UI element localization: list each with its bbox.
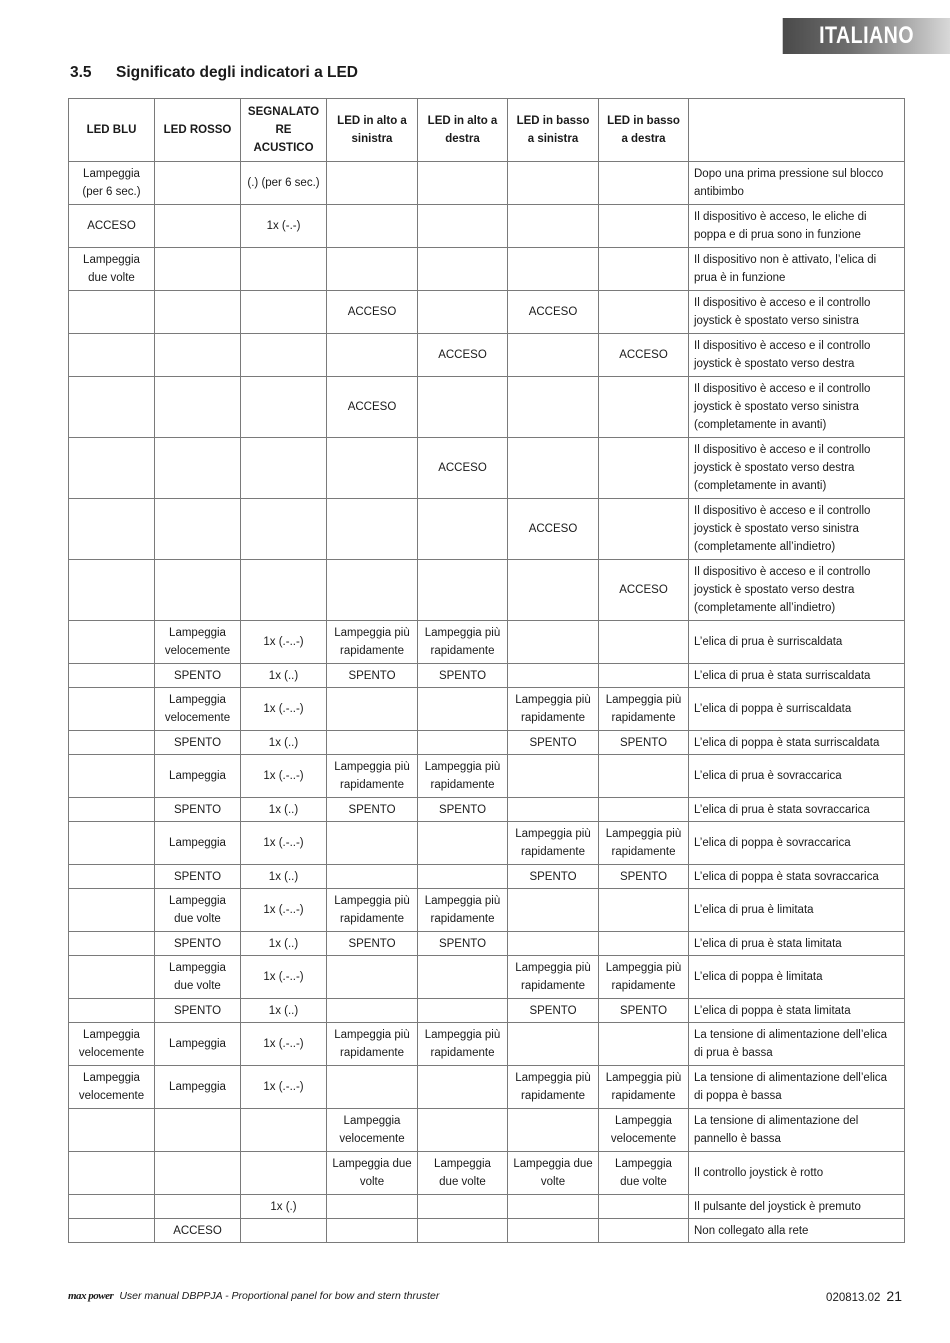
cell-led-basso-sinistra: SPENTO — [508, 865, 599, 889]
cell-segnalatore: 1x (..) — [241, 865, 327, 889]
cell-segnalatore: 1x (.) — [241, 1195, 327, 1219]
cell-led-basso-sinistra — [508, 205, 599, 248]
language-banner: ITALIANO — [783, 18, 950, 54]
cell-description: Il pulsante del joystick è premuto — [689, 1195, 905, 1219]
cell-led-blu — [69, 956, 155, 999]
cell-led-rosso: Lampeggia velocemente — [155, 621, 241, 664]
cell-led-rosso: Lampeggia — [155, 755, 241, 798]
cell-led-basso-sinistra — [508, 1109, 599, 1152]
cell-description: Il dispositivo è acceso, le eliche di poppa e di prua sono in funzione — [689, 205, 905, 248]
table-row — [69, 248, 905, 291]
cell-led-blu — [69, 1109, 155, 1152]
cell-led-basso-destra — [599, 291, 689, 334]
cell-description: L’elica di poppa è limitata — [689, 956, 905, 999]
cell-segnalatore: (.) (per 6 sec.) — [241, 162, 327, 205]
cell-led-basso-sinistra — [508, 798, 599, 822]
cell-led-blu — [69, 560, 155, 621]
cell-led-alto-destra: ACCESO — [418, 438, 508, 499]
cell-led-basso-sinistra — [508, 889, 599, 932]
cell-led-alto-destra — [418, 865, 508, 889]
cell-led-basso-sinistra — [508, 1023, 599, 1066]
cell-led-alto-destra — [418, 731, 508, 755]
cell-led-blu — [69, 499, 155, 560]
cell-led-alto-sinistra — [327, 162, 418, 205]
header-led-alto-sinistra: LED in alto a sinistra — [327, 99, 418, 162]
section-heading — [70, 64, 358, 82]
cell-segnalatore: 1x (..) — [241, 664, 327, 688]
cell-led-basso-sinistra: Lampeggia più rapidamente — [508, 822, 599, 865]
table-row — [69, 377, 905, 438]
cell-segnalatore — [241, 1109, 327, 1152]
cell-led-basso-destra — [599, 755, 689, 798]
cell-led-rosso: Lampeggia due volte — [155, 889, 241, 932]
cell-led-basso-destra — [599, 621, 689, 664]
cell-segnalatore: 1x (.-..-) — [241, 956, 327, 999]
cell-led-alto-sinistra — [327, 438, 418, 499]
cell-segnalatore: 1x (.-..-) — [241, 621, 327, 664]
brand-logo: max power — [68, 1290, 114, 1302]
cell-segnalatore — [241, 438, 327, 499]
cell-led-basso-sinistra — [508, 162, 599, 205]
table-row — [69, 1195, 905, 1219]
cell-segnalatore — [241, 1152, 327, 1195]
section-title: Significato degli indicatori a LED — [116, 64, 358, 81]
cell-description: L’elica di prua è limitata — [689, 889, 905, 932]
cell-description: L’elica di prua è stata sovraccarica — [689, 798, 905, 822]
cell-segnalatore — [241, 248, 327, 291]
cell-segnalatore: 1x (..) — [241, 999, 327, 1023]
table-row — [69, 334, 905, 377]
cell-led-alto-destra: Lampeggia più rapidamente — [418, 1023, 508, 1066]
header-led-basso-destra: LED in basso a destra — [599, 99, 689, 162]
cell-led-rosso — [155, 377, 241, 438]
cell-led-basso-sinistra: Lampeggia più rapidamente — [508, 956, 599, 999]
cell-led-alto-sinistra: SPENTO — [327, 932, 418, 956]
cell-led-basso-sinistra — [508, 438, 599, 499]
cell-led-blu — [69, 1152, 155, 1195]
cell-led-basso-sinistra: ACCESO — [508, 499, 599, 560]
cell-led-basso-sinistra — [508, 621, 599, 664]
cell-description: L’elica di poppa è stata sovraccarica — [689, 865, 905, 889]
cell-description: Non collegato alla rete — [689, 1219, 905, 1243]
cell-led-basso-destra: SPENTO — [599, 731, 689, 755]
cell-description: L’elica di poppa è stata surriscaldata — [689, 731, 905, 755]
cell-led-blu — [69, 621, 155, 664]
cell-led-rosso: SPENTO — [155, 865, 241, 889]
table-row — [69, 1023, 905, 1066]
cell-led-basso-sinistra — [508, 1219, 599, 1243]
cell-led-alto-sinistra — [327, 731, 418, 755]
cell-led-alto-destra — [418, 377, 508, 438]
cell-led-rosso — [155, 291, 241, 334]
cell-led-blu: ACCESO — [69, 205, 155, 248]
cell-led-alto-destra: Lampeggia più rapidamente — [418, 621, 508, 664]
cell-description: Il dispositivo è acceso e il controllo joystick è spostato verso destra (completamente in avanti) — [689, 438, 905, 499]
cell-led-basso-sinistra — [508, 560, 599, 621]
cell-led-alto-sinistra: Lampeggia velocemente — [327, 1109, 418, 1152]
cell-led-rosso: SPENTO — [155, 731, 241, 755]
cell-led-basso-destra — [599, 499, 689, 560]
cell-segnalatore — [241, 291, 327, 334]
footer-right — [826, 1288, 902, 1304]
cell-led-rosso — [155, 438, 241, 499]
cell-description: L’elica di poppa è sovraccarica — [689, 822, 905, 865]
cell-led-basso-sinistra — [508, 377, 599, 438]
cell-led-alto-destra: SPENTO — [418, 798, 508, 822]
cell-led-basso-destra — [599, 798, 689, 822]
cell-led-alto-destra — [418, 1195, 508, 1219]
cell-led-alto-destra — [418, 999, 508, 1023]
cell-led-alto-destra — [418, 1066, 508, 1109]
header-led-basso-sinistra: LED in basso a sinistra — [508, 99, 599, 162]
cell-description: Il dispositivo è acceso e il controllo joystick è spostato verso destra — [689, 334, 905, 377]
cell-led-basso-sinistra: SPENTO — [508, 999, 599, 1023]
cell-led-alto-destra — [418, 1219, 508, 1243]
manual-title: User manual DBPPJA - Proportional panel for bow and stern thruster — [119, 1290, 440, 1302]
cell-led-alto-destra — [418, 822, 508, 865]
table-row — [69, 865, 905, 889]
cell-led-basso-sinistra — [508, 248, 599, 291]
cell-led-alto-destra: ACCESO — [418, 334, 508, 377]
cell-led-basso-sinistra: Lampeggia due volte — [508, 1152, 599, 1195]
table-row — [69, 1109, 905, 1152]
cell-led-rosso: SPENTO — [155, 664, 241, 688]
cell-led-alto-sinistra — [327, 560, 418, 621]
cell-led-basso-destra — [599, 205, 689, 248]
cell-led-alto-sinistra — [327, 1066, 418, 1109]
table-row — [69, 688, 905, 731]
cell-led-rosso — [155, 205, 241, 248]
cell-led-rosso: ACCESO — [155, 1219, 241, 1243]
cell-led-basso-sinistra: ACCESO — [508, 291, 599, 334]
cell-led-basso-destra — [599, 377, 689, 438]
cell-led-alto-sinistra — [327, 248, 418, 291]
cell-led-blu: Lampeggia velocemente — [69, 1066, 155, 1109]
header-led-alto-destra: LED in alto a destra — [418, 99, 508, 162]
cell-led-blu — [69, 755, 155, 798]
cell-led-alto-sinistra: Lampeggia più rapidamente — [327, 1023, 418, 1066]
cell-segnalatore — [241, 377, 327, 438]
cell-led-alto-sinistra — [327, 822, 418, 865]
cell-led-rosso: Lampeggia — [155, 1066, 241, 1109]
table-row — [69, 731, 905, 755]
cell-led-rosso: Lampeggia — [155, 1023, 241, 1066]
cell-led-basso-destra: Lampeggia più rapidamente — [599, 822, 689, 865]
cell-led-basso-destra — [599, 248, 689, 291]
table-row — [69, 999, 905, 1023]
cell-description: Il dispositivo non è attivato, l’elica di prua è in funzione — [689, 248, 905, 291]
cell-led-basso-destra: Lampeggia più rapidamente — [599, 1066, 689, 1109]
cell-led-rosso — [155, 1152, 241, 1195]
document-code: 020813.02 — [826, 1292, 881, 1304]
cell-led-alto-sinistra — [327, 956, 418, 999]
led-meaning-table-container — [68, 98, 904, 1243]
cell-led-alto-destra — [418, 248, 508, 291]
cell-description: Il dispositivo è acceso e il controllo joystick è spostato verso sinistra (completamente all’indietro) — [689, 499, 905, 560]
table-row — [69, 822, 905, 865]
cell-led-basso-destra: ACCESO — [599, 560, 689, 621]
cell-led-rosso: Lampeggia velocemente — [155, 688, 241, 731]
cell-led-basso-destra: Lampeggia più rapidamente — [599, 956, 689, 999]
cell-description: L’elica di prua è surriscaldata — [689, 621, 905, 664]
cell-description: L’elica di prua è stata limitata — [689, 932, 905, 956]
cell-led-basso-destra: Lampeggia due volte — [599, 1152, 689, 1195]
cell-led-basso-destra — [599, 438, 689, 499]
header-led-rosso: LED ROSSO — [155, 99, 241, 162]
cell-led-rosso — [155, 499, 241, 560]
table-row — [69, 560, 905, 621]
cell-led-alto-destra — [418, 205, 508, 248]
cell-segnalatore: 1x (.-..-) — [241, 1023, 327, 1066]
header-led-blu: LED BLU — [69, 99, 155, 162]
cell-led-alto-sinistra: SPENTO — [327, 664, 418, 688]
cell-led-blu — [69, 291, 155, 334]
cell-led-basso-destra: SPENTO — [599, 999, 689, 1023]
table-row — [69, 956, 905, 999]
cell-led-blu: Lampeggia (per 6 sec.) — [69, 162, 155, 205]
cell-led-basso-sinistra — [508, 755, 599, 798]
cell-led-blu — [69, 664, 155, 688]
section-number: 3.5 — [70, 64, 92, 81]
cell-led-blu — [69, 822, 155, 865]
table-row — [69, 438, 905, 499]
cell-led-blu — [69, 1195, 155, 1219]
cell-led-blu: Lampeggia velocemente — [69, 1023, 155, 1066]
header-segnalatore-acustico: SEGNALATORE ACUSTICO — [241, 99, 327, 162]
cell-led-blu — [69, 999, 155, 1023]
cell-led-alto-destra — [418, 499, 508, 560]
cell-description: Il dispositivo è acceso e il controllo joystick è spostato verso destra (completamente all’indietro) — [689, 560, 905, 621]
cell-led-rosso — [155, 162, 241, 205]
cell-led-alto-destra — [418, 956, 508, 999]
cell-led-basso-sinistra — [508, 664, 599, 688]
cell-led-alto-sinistra: Lampeggia più rapidamente — [327, 621, 418, 664]
cell-led-alto-destra: SPENTO — [418, 932, 508, 956]
cell-description: Il dispositivo è acceso e il controllo joystick è spostato verso sinistra (completamente in avanti) — [689, 377, 905, 438]
cell-led-blu — [69, 731, 155, 755]
cell-led-alto-sinistra — [327, 688, 418, 731]
cell-led-basso-destra: SPENTO — [599, 865, 689, 889]
table-row — [69, 499, 905, 560]
cell-led-blu — [69, 865, 155, 889]
table-row — [69, 291, 905, 334]
cell-led-basso-destra — [599, 664, 689, 688]
cell-led-basso-destra — [599, 1195, 689, 1219]
table-row — [69, 932, 905, 956]
cell-led-alto-sinistra: ACCESO — [327, 377, 418, 438]
cell-led-alto-sinistra — [327, 205, 418, 248]
cell-led-alto-sinistra — [327, 334, 418, 377]
cell-led-alto-destra: Lampeggia più rapidamente — [418, 755, 508, 798]
cell-led-alto-destra: SPENTO — [418, 664, 508, 688]
table-body — [69, 162, 905, 1243]
table-row — [69, 755, 905, 798]
cell-led-alto-sinistra: Lampeggia due volte — [327, 1152, 418, 1195]
table-header-row — [69, 99, 905, 162]
cell-led-rosso: Lampeggia — [155, 822, 241, 865]
cell-segnalatore: 1x (..) — [241, 798, 327, 822]
cell-led-blu — [69, 334, 155, 377]
cell-segnalatore: 1x (.-..-) — [241, 1066, 327, 1109]
cell-led-rosso — [155, 248, 241, 291]
cell-led-alto-destra — [418, 560, 508, 621]
page-number: 21 — [886, 1288, 902, 1304]
table-row — [69, 1219, 905, 1243]
cell-led-alto-sinistra: Lampeggia più rapidamente — [327, 755, 418, 798]
table-row — [69, 1066, 905, 1109]
cell-led-alto-sinistra — [327, 865, 418, 889]
cell-led-basso-destra — [599, 1023, 689, 1066]
cell-segnalatore: 1x (..) — [241, 932, 327, 956]
cell-led-rosso: SPENTO — [155, 932, 241, 956]
cell-segnalatore: 1x (-.-) — [241, 205, 327, 248]
cell-led-basso-destra — [599, 1219, 689, 1243]
cell-segnalatore — [241, 499, 327, 560]
cell-led-blu — [69, 438, 155, 499]
cell-led-alto-destra — [418, 291, 508, 334]
cell-segnalatore: 1x (.-..-) — [241, 688, 327, 731]
table-row — [69, 889, 905, 932]
cell-led-alto-sinistra — [327, 1219, 418, 1243]
cell-led-basso-sinistra: Lampeggia più rapidamente — [508, 688, 599, 731]
cell-led-basso-destra: Lampeggia più rapidamente — [599, 688, 689, 731]
cell-description: L’elica di poppa è stata limitata — [689, 999, 905, 1023]
cell-segnalatore: 1x (.-..-) — [241, 889, 327, 932]
cell-led-alto-sinistra — [327, 499, 418, 560]
table-row — [69, 162, 905, 205]
cell-led-alto-sinistra: SPENTO — [327, 798, 418, 822]
cell-led-alto-sinistra — [327, 1195, 418, 1219]
header-description — [689, 99, 905, 162]
cell-led-basso-sinistra: SPENTO — [508, 731, 599, 755]
cell-led-basso-sinistra — [508, 932, 599, 956]
cell-description: La tensione di alimentazione dell’elica di prua è bassa — [689, 1023, 905, 1066]
cell-led-blu: Lampeggia due volte — [69, 248, 155, 291]
cell-led-basso-destra — [599, 889, 689, 932]
cell-description: Il controllo joystick è rotto — [689, 1152, 905, 1195]
table-row — [69, 205, 905, 248]
cell-description: L’elica di prua è stata surriscaldata — [689, 664, 905, 688]
table-row — [69, 621, 905, 664]
cell-led-rosso: Lampeggia due volte — [155, 956, 241, 999]
table-row — [69, 1152, 905, 1195]
cell-segnalatore — [241, 1219, 327, 1243]
table-row — [69, 664, 905, 688]
cell-led-basso-destra — [599, 932, 689, 956]
cell-segnalatore: 1x (..) — [241, 731, 327, 755]
cell-description: La tensione di alimentazione del pannello è bassa — [689, 1109, 905, 1152]
cell-description: La tensione di alimentazione dell’elica di poppa è bassa — [689, 1066, 905, 1109]
cell-led-alto-destra — [418, 688, 508, 731]
cell-led-blu — [69, 688, 155, 731]
cell-led-basso-destra: ACCESO — [599, 334, 689, 377]
cell-led-blu — [69, 377, 155, 438]
cell-led-basso-destra: Lampeggia velocemente — [599, 1109, 689, 1152]
cell-description: Dopo una prima pressione sul blocco antibimbo — [689, 162, 905, 205]
cell-description: L’elica di prua è sovraccarica — [689, 755, 905, 798]
cell-led-rosso — [155, 1109, 241, 1152]
cell-led-basso-destra — [599, 162, 689, 205]
cell-led-alto-sinistra — [327, 999, 418, 1023]
footer-left — [68, 1290, 439, 1302]
table-row — [69, 798, 905, 822]
cell-led-alto-destra — [418, 162, 508, 205]
cell-led-basso-sinistra — [508, 1195, 599, 1219]
cell-led-alto-destra: Lampeggia due volte — [418, 1152, 508, 1195]
cell-led-blu — [69, 932, 155, 956]
cell-led-rosso — [155, 334, 241, 377]
cell-description: Il dispositivo è acceso e il controllo joystick è spostato verso sinistra — [689, 291, 905, 334]
cell-led-basso-sinistra — [508, 334, 599, 377]
cell-led-blu — [69, 889, 155, 932]
cell-led-alto-sinistra: Lampeggia più rapidamente — [327, 889, 418, 932]
cell-segnalatore: 1x (.-..-) — [241, 822, 327, 865]
cell-led-alto-destra: Lampeggia più rapidamente — [418, 889, 508, 932]
cell-led-basso-sinistra: Lampeggia più rapidamente — [508, 1066, 599, 1109]
cell-segnalatore: 1x (.-..-) — [241, 755, 327, 798]
cell-led-blu — [69, 798, 155, 822]
cell-led-rosso: SPENTO — [155, 798, 241, 822]
cell-led-rosso: SPENTO — [155, 999, 241, 1023]
cell-led-rosso — [155, 1195, 241, 1219]
cell-led-blu — [69, 1219, 155, 1243]
cell-led-alto-destra — [418, 1109, 508, 1152]
cell-segnalatore — [241, 560, 327, 621]
cell-led-alto-sinistra: ACCESO — [327, 291, 418, 334]
led-meaning-table — [68, 98, 905, 1243]
cell-segnalatore — [241, 334, 327, 377]
cell-led-rosso — [155, 560, 241, 621]
cell-description: L’elica di poppa è surriscaldata — [689, 688, 905, 731]
